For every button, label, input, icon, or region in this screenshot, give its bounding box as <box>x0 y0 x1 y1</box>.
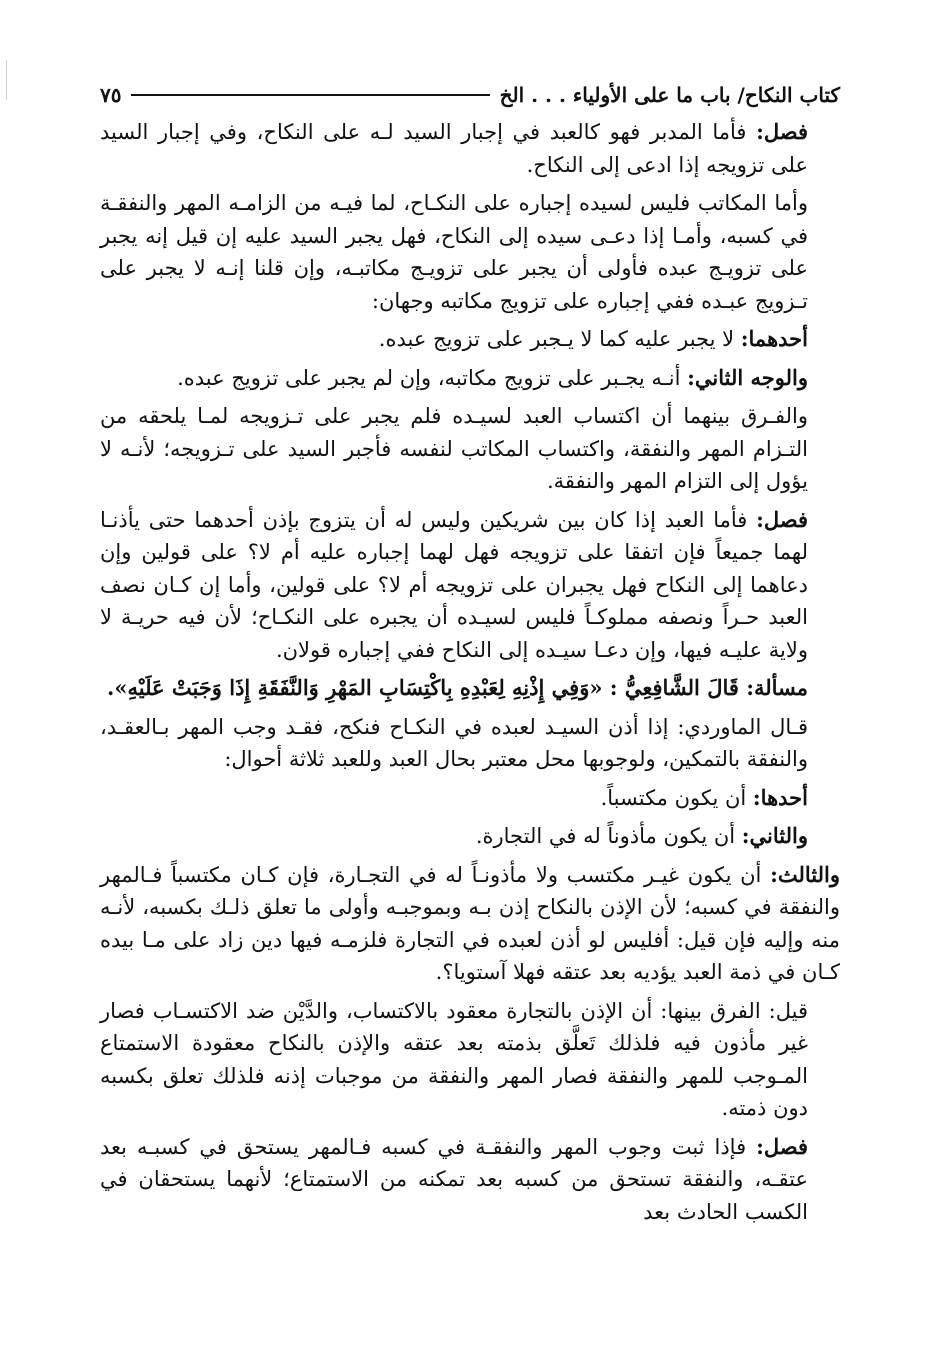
book-page <box>100 78 840 1234</box>
lead-word: فصل: <box>756 1133 808 1159</box>
lead-word: فصل: <box>756 119 808 144</box>
paragraph-10 <box>100 820 840 853</box>
paragraph-text: أن يكون غيـر مكتسب ولا مأذونـاً له في التجـارة، فإن كـان مكتسباً فـالمهر والنفقة في كسبه؛ لأن الإذن بالنكاح إذن بـه وبموجبـه وأولى ما تعلق ذلـك بكسبه، لأنـه منه وإليه فإن قيل: أفليس لو أذن لعبده في التجارة فلزمـه فيها دين زاد على مـا بيده كـان في ذمة العبد يؤديه بعد عتقه فهلا آستويا؟. <box>100 862 840 984</box>
paragraph-1 <box>100 116 840 181</box>
paragraph-text: فأما العبد إذا كان بين شريكين وليس له أن يتزوج بإذن أحدهما حتى يأذنـا لهما جميعاً فإن اتفقا على تزويجه فهل لهما إجباره عليه أم لا؟ على قولين وإن دعاهما إلى النكاح فهل يجبران على تزويجه أم لا؟ على قولين، وأما إن كـان نصف العبد حـراً ونصفه مملوكـاً فليس لسيـده أن يجبره على النكـاح؛ لأن فيه حريـة لا ولاية عليـه فيها، وإن دعـا سيـده إلى النكاح ففي إجباره قولان. <box>100 507 808 662</box>
paragraph-4 <box>100 362 840 395</box>
chapter-title: كتاب النكاح/ باب ما على الأولياء . . . الخ <box>499 83 840 107</box>
header-rule <box>131 94 489 96</box>
paragraph-7 <box>100 672 840 705</box>
running-header <box>100 78 840 112</box>
paragraph-text: أن يكون مأذوناً له في التجارة. <box>475 824 742 848</box>
paragraph-11 <box>100 859 840 989</box>
paragraph-text: والفـرق بينهما أن اكتساب العبد لسيـده فلم يجبر على تـزويجه لمـا يلحقه من التـزام المهر والنفقة، واكتساب المكاتب لنفسه فأجبر السيد على تـزويجه؛ لأنـه لا يؤول إلى التزام المهر والنفقة. <box>100 404 808 493</box>
paragraph-5 <box>100 400 840 498</box>
lead-word: مسألة: قَالَ الشَّافِعِيُّ : <box>609 675 808 700</box>
paragraph-8 <box>100 711 840 776</box>
paragraph-text: لا يجبر عليه كما لا يـجبر على تزويج عبده. <box>378 327 741 351</box>
paragraph-3 <box>100 323 840 356</box>
paragraph-text: فإذا ثبت وجوب المهر والنفقـة في كسبه فـالمهر يستحق في كسبـه بعد عتقـه، والنفقة تستحق من كسبه بعد تمكنه من الاستمتاع؛ لأنهما يستحقان في الكسب الحادث بعد <box>100 1134 808 1224</box>
paragraph-text: فأما المدبر فهو كالعبد في إجبار السيد لـه على النكاح، وفي إجبار السيد على تزويجه إذا ادعى إلى النكاح. <box>100 120 808 177</box>
paragraph-9 <box>100 782 840 815</box>
paragraph-text: أنـه يجـبر على تزويج مكاتبه، وإن لم يجبر على تزويج عبده. <box>177 365 688 390</box>
margin-mark <box>6 60 7 100</box>
paragraph-13 <box>100 1131 840 1229</box>
lead-word: والثاني: <box>741 823 808 848</box>
paragraph-text: وأما المكاتب فليس لسيده إجباره على النكـاح، لما فيـه من الزامـه المهر والنفقـة في كسبه، وأمـا إذا دعـى سيده إلى النكاح، فهل يجبر السيد عليه إن قيل إنه يجبر على تزويـج عبده فأولى أن يجبر على تزويـج مكاتبـه، وإن قلنا إنـه لا يجبر على تـزويج عبـده ففي إجباره على تزويج مكاتبه وجهان: <box>100 191 808 313</box>
lead-word: أحدها: <box>752 784 808 810</box>
lead-word: والوجه الثاني: <box>687 364 808 390</box>
lead-word: أحدهما: <box>740 326 808 351</box>
paragraph-2 <box>100 187 840 317</box>
paragraph-text: قيل: الفرق بينها: أن الإذن بالتجارة معقود بالاكتساب، والدَّيْن ضد الاكتسـاب فصار غير مأذون فيه فلذلك تَعلَّق بذمته بعد عتقه والإذن بالنكاح معقودة الاستمتاع المـوجب للمهر والنفقة فصار المهر والنفقة من موجبات إذنه فلذلك تعلق بكسبه دون ذمته. <box>100 998 808 1120</box>
page-number: ٧٥ <box>100 83 122 107</box>
paragraph-12 <box>100 995 840 1125</box>
lead-word: والثالث: <box>770 861 840 887</box>
quoted-text: «وَفِي إِذْنِهِ لِعَبْدِهِ بِاكْتِسَابِ المَهْرِ وَالنَّفَقَةِ إِذَا وَجَبَتْ عَلَيْهِ». <box>107 675 610 700</box>
lead-word: فصل: <box>756 506 808 532</box>
paragraph-text: أن يكون مكتسباً. <box>600 785 753 810</box>
paragraph-text: قـال الماوردي: إذا أذن السيـد لعبده في النكـاح فنكح، فقـد وجب المهر بـالعقـد، والنفقة بالتمكين، ولوجوبها محل معتبر بحال العبد وللعبد ثلاثة أحوال: <box>100 714 808 771</box>
paragraph-6 <box>100 504 840 667</box>
